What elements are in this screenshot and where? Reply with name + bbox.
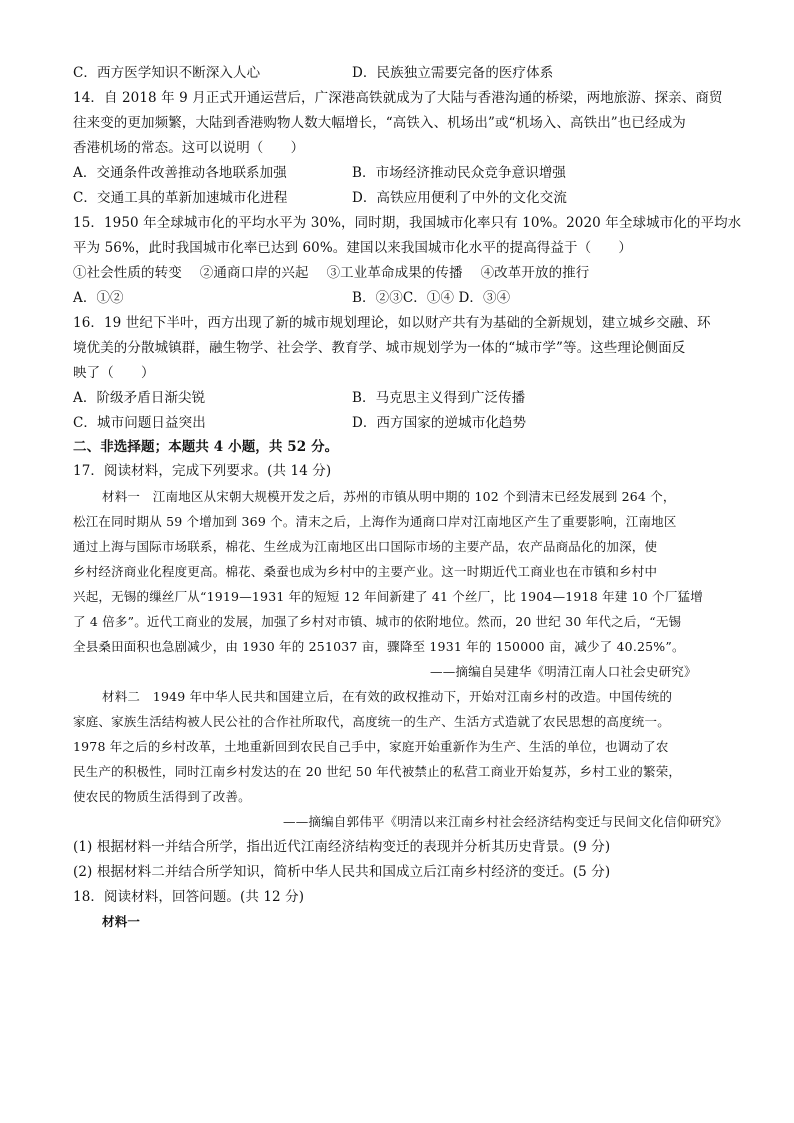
- q16-option-c: C．城市问题日益突出: [73, 415, 206, 431]
- q17-intro: 17．阅读材料，完成下列要求。(共 14 分): [73, 463, 332, 479]
- q17-material-2-line: 家庭、家族生活结构被人民公社的合作社所取代，高度统一的生产、生活方式造就了农民思想的高度统一。: [73, 714, 670, 729]
- q14-stem-line-1: 14．自 2018 年 9 月正式开通运营后，广深港高铁就成为了大陆与香港沟通的桥梁，两地旅游、探亲、商贸: [73, 90, 723, 106]
- q15-items: ①社会性质的转变 ②通商口岸的兴起 ③工业革命成果的传播 ④改革开放的推行: [73, 265, 590, 281]
- q14-stem-line-2: 往来变的更加频繁，大陆到香港购物人数大幅增长，“高铁入、机场出”或“机场入、高铁出”也已经成为: [73, 115, 686, 131]
- q14-option-c: C．交通工具的革新加速城市化进程: [73, 190, 288, 206]
- q17-material-1-line: 乡村经济商业化程度更高。棉花、桑蚕也成为乡村中的主要产业。这一时期近代工商业也在市镇和乡村中: [73, 564, 658, 579]
- q13-option-c: C．西方医学知识不断深入人心: [73, 65, 261, 81]
- q16-stem-line-2: 境优美的分散城镇群，融生物学、社会学、教育学、城市规划学为一体的“城市学”等。这些理论侧面反: [73, 340, 686, 356]
- q16-option-a: A．阶级矛盾日渐尖锐: [73, 390, 206, 406]
- q16-option-d: D．西方国家的逆城市化趋势: [352, 415, 527, 431]
- q15-stem-line-1: 15．1950 年全球城市化的平均水平为 30%，同时期，我国城市化率只有 10%。2020 年全球城市化的平均水: [73, 215, 742, 231]
- q17-material-1-line: 材料一 江南地区从宋朝大规模开发之后，苏州的市镇从明中期的 102 个到清末已经发展到 264 个，: [102, 489, 676, 504]
- q17-material-1-line: 松江在同时期从 59 个增加到 369 个。清末之后，上海作为通商口岸对江南地区产生了重要影响，江南地区: [73, 514, 677, 529]
- q17-material-2-line: 使农民的物质生活得到了改善。: [73, 789, 251, 804]
- q18-intro: 18．阅读材料，回答问题。(共 12 分): [73, 889, 305, 905]
- q17-subquestion-2: (2) 根据材料二并结合所学知识，简析中华人民共和国成立后江南乡村经济的变迁。(5 分): [73, 864, 611, 880]
- q14-option-a: A．交通条件改善推动各地联系加强: [73, 165, 287, 181]
- q17-material-1-line: 通过上海与国际市场联系，棉花、生丝成为江南地区出口国际市场的主要产品，农产品商品化的加深，使: [73, 539, 658, 554]
- q14-option-d: D．高铁应用便利了中外的文化交流: [352, 190, 567, 206]
- q13-option-d: D．民族独立需要完备的医疗体系: [352, 65, 554, 81]
- q17-material-2-line: 材料二 1949 年中华人民共和国建立后，在有效的政权推动下，开始对江南乡村的改造。中国传统的: [102, 689, 673, 704]
- q14-stem-line-3: 香港机场的常态。这可以说明（ ）: [73, 140, 305, 156]
- q17-material-1-source: ——摘编自吴建华《明清江南人口社会史研究》: [430, 664, 697, 679]
- q17-material-1-line: 了 4 倍多”。近代工商业的发展，加强了乡村对市镇、城市的依附地位。然而，20 世纪 30 年代之后，“无锡: [73, 614, 682, 629]
- q14-option-b: B．市场经济推动民众竞争意识增强: [352, 165, 567, 181]
- q16-option-b: B．马克思主义得到广泛传播: [352, 390, 526, 406]
- q15-stem-line-2: 平为 56%，此时我国城市化率已达到 60%。建国以来我国城市化水平的提高得益于（ ）: [73, 240, 632, 256]
- q17-subquestion-1: (1) 根据材料一并结合所学，指出近代江南经济结构变迁的表现并分析其历史背景。(9 分): [73, 839, 611, 855]
- q17-material-2-line: 1978 年之后的乡村改革，土地重新回到农民自己手中，家庭开始重新作为生产、生活的单位，也调动了农: [73, 739, 669, 754]
- q17-material-2-line: 民生产的积极性，同时江南乡村发达的在 20 世纪 50 年代被禁止的私营工商业开始复苏，乡村工业的繁荣，: [73, 764, 682, 779]
- q15-option-a: A．①②: [73, 290, 124, 306]
- q17-material-1-line: 全县桑田面积也急剧减少，由 1930 年的 251037 亩，骤降至 1931 年的 150000 亩，减少了 40.25%”。: [73, 639, 685, 654]
- q17-material-1-line: 兴起，无锡的缫丝厂从“1919—1931 年的短短 12 年间新建了 41 个丝厂，比 1904—1918 年建 10 个厂猛增: [73, 589, 703, 604]
- q18-material-1-label: 材料一: [102, 914, 141, 929]
- section-2-heading: 二、非选择题；本题共 4 小题，共 52 分。: [73, 439, 339, 455]
- q16-stem-line-3: 映了（ ）: [73, 365, 155, 381]
- q17-material-2-source: ——摘编自郭伟平《明清以来江南乡村社会经济结构变迁与民间文化信仰研究》: [283, 814, 728, 829]
- q15-options-bcd: B．②③C．①④ D．③④: [352, 290, 511, 306]
- q16-stem-line-1: 16．19 世纪下半叶，西方出现了新的城市规划理论，如以财产共有为基础的全新规划，建立城乡交融、环: [73, 315, 711, 331]
